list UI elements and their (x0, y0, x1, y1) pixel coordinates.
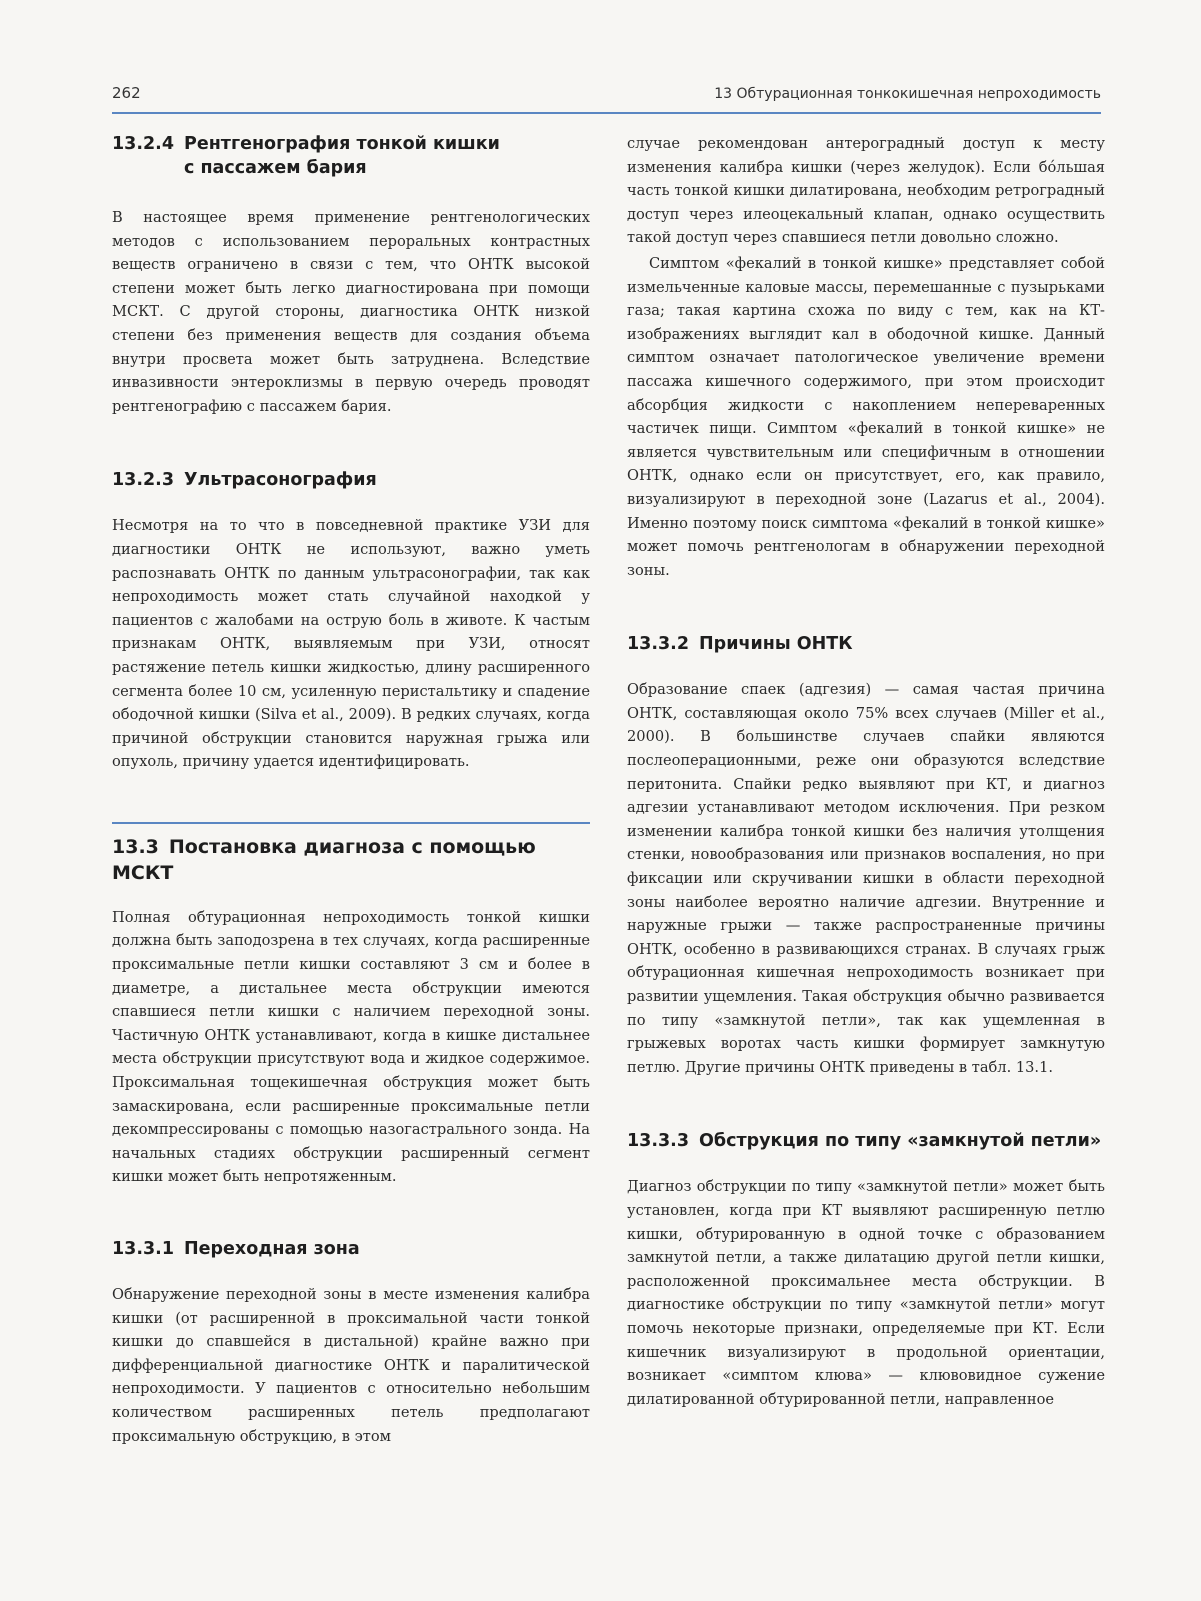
section-title-line1: Рентгенография тонкой кишки (184, 134, 500, 154)
section-number: 13.3.1 (112, 1239, 175, 1259)
section-number: 13.3.3 (627, 1131, 690, 1152)
section-heading-13-3-1 (112, 1237, 590, 1261)
section-title: Переходная зона (184, 1239, 360, 1259)
section-title: Причины ОНТК (699, 634, 853, 655)
section-title-line2: с пассажем бария (184, 158, 367, 178)
section-title: Ультрасонография (184, 470, 377, 491)
section-title: Постановка диагноза с помощью МСКТ (112, 835, 536, 884)
section-heading-13-2-3 (112, 468, 590, 492)
section-number: 13.2.3 (112, 470, 175, 491)
paragraph: Симптом «фекалий в тонкой кишке» представляет собой измельченные каловые массы, перемешанные с пузырьками газа; такая картина схожа по виду с тем, как на КТ-изображениях выглядит кал в ободочной кишке. Данный симптом означает патологическое увеличение времени пассажа кишечного содержимого, при этом происходит абсорбция жидкости с накоплением непереваренных частичек пищи. Симптом «фекалий в тонкой кишке» не является чувствительным или специфичным в отношении ОНТК, однако если он присутствует, его, как правило, визуализируют в переходной зоне (Lazarus et al., 2004). Именно поэтому поиск симптома «фекалий в тонкой кишке» может помочь рентгенологам в обнаружении переходной зоны. (627, 254, 1105, 579)
paragraph: случае рекомендован антероградный доступ к месту изменения калибра кишки (через желудок). Если бóльшая часть тонкой кишки дилатирована, необходим ретроградный доступ через илеоцекальный клапан, однако осуществить такой доступ через спавшиеся петли довольно сложно. (627, 135, 1105, 247)
page-number: 262 (112, 84, 141, 102)
section-title: Обструкция по типу «замкнутой петли» (699, 1131, 1102, 1152)
section-number: 13.3.2 (627, 634, 690, 655)
paragraph: В настоящее время применение рентгенологических методов с использованием пероральных контрастных веществ ограничено в связи с тем, что ОНТК высокой степени может быть легко диагностирована при помощи МСКТ. С другой стороны, диагностика ОНТК низкой степени без применения веществ для создания объема внутри просвета может быть затруднена. Вследствие инвазивности энтероклизмы в первую очередь проводят рентгенографию с пассажем бария. (112, 209, 590, 415)
section-heading-13-3 (112, 834, 590, 886)
left-column (112, 130, 590, 1448)
paragraph: Диагноз обструкции по типу «замкнутой петли» может быть установлен, когда при КТ выявляют расширенную петлю кишки, обтурированную в одной точке с образованием замкнутой петли, а также дилатацию другой петли кишки, расположенной проксимальнее места обструкции. В диагностике обструкции по типу «замкнутой петли» могут помочь некоторые признаки, определяемые при КТ. Если кишечник визуализируют в продольной ориентации, возникает «симптом клюва» — клювовидное сужение дилатированной обтурированной петли, направленное (627, 1178, 1105, 1408)
paragraph: Обнаружение переходной зоны в месте изменения калибра кишки (от расширенной в проксимальной части тонкой кишки до спавшейся в дистальной) крайне важно при дифференциальной диагностике ОНТК и паралитической непроходимости. У пациентов с относительно небольшим количеством расширенных петель предполагают проксимальную обструкцию, в этом (112, 1286, 590, 1445)
right-column (627, 130, 1105, 1411)
section-number: 13.3 (112, 835, 159, 858)
paragraph: Несмотря на то что в повседневной практике УЗИ для диагностики ОНТК не используют, важно уметь распознавать ОНТК по данным ультрасонографии, так как непроходимость может стать случайной находкой у пациентов с жалобами на острую боль в животе. К частым признакам ОНТК, выявляемым при УЗИ, относят растяжение петель кишки жидкостью, длину расширенного сегмента более 10 см, усиленную перистальтику и спадение ободочной кишки (Silva et al., 2009). В редких случаях, когда причиной обструкции становится наружная грыжа или опухоль, причину удается идентифицировать. (112, 517, 590, 771)
running-head: 13 Обтурационная тонкокишечная непроходимость (714, 86, 1101, 102)
paragraph: Полная обтурационная непроходимость тонкой кишки должна быть заподозрена в тех случаях, когда расширенные проксимальные петли кишки составляют 3 см и более в диаметре, а дистальнее места обструкции имеются спавшиеся петли кишки с наличием переходной зоны. Частичную ОНТК устанавливают, когда в кишке дистальнее места обструкции присутствуют вода и жидкое содержимое. Проксимальная тощекишечная обструкция может быть замаскирована, если расширенные проксимальные петли декомпрессированы с помощью назогастрального зонда. На начальных стадиях обструкции расширенный сегмент кишки может быть непротяженным. (112, 908, 590, 1186)
paragraph: Образование спаек (адгезия) — самая частая причина ОНТК, составляющая около 75% всех случаев (Miller et al., 2000). В большинстве случаев спайки являются послеоперационными, реже они образуются вследствие перитонита. Спайки редко выявляют при КТ, и диагноз адгезии устанавливают методом исключения. При резком изменении калибра тонкой кишки без наличия утолщения стенки, новообразования или признаков воспаления, но при фиксации или скручивании кишки в области переходной зоны наиболее вероятно наличие адгезии. Внутренние и наружные грыжи — также распространенные причины ОНТК, особенно в развивающихся странах. В случаях грыж обтурационная кишечная непроходимость возникает при развитии ущемления. Такая обструкция обычно развивается по типу «замкнутой петли», так как ущемленная в грыжевых воротах часть кишки формирует замкнутую петлю. Другие причины ОНТК приведены в табл. 13.1. (627, 681, 1105, 1076)
section-heading-13-3-2 (627, 632, 1105, 656)
section-divider (112, 822, 590, 824)
section-heading-13-2-4 (112, 132, 590, 180)
page-header (112, 78, 1101, 114)
section-number: 13.2.4 (112, 134, 175, 154)
section-heading-13-3-3 (627, 1129, 1105, 1153)
